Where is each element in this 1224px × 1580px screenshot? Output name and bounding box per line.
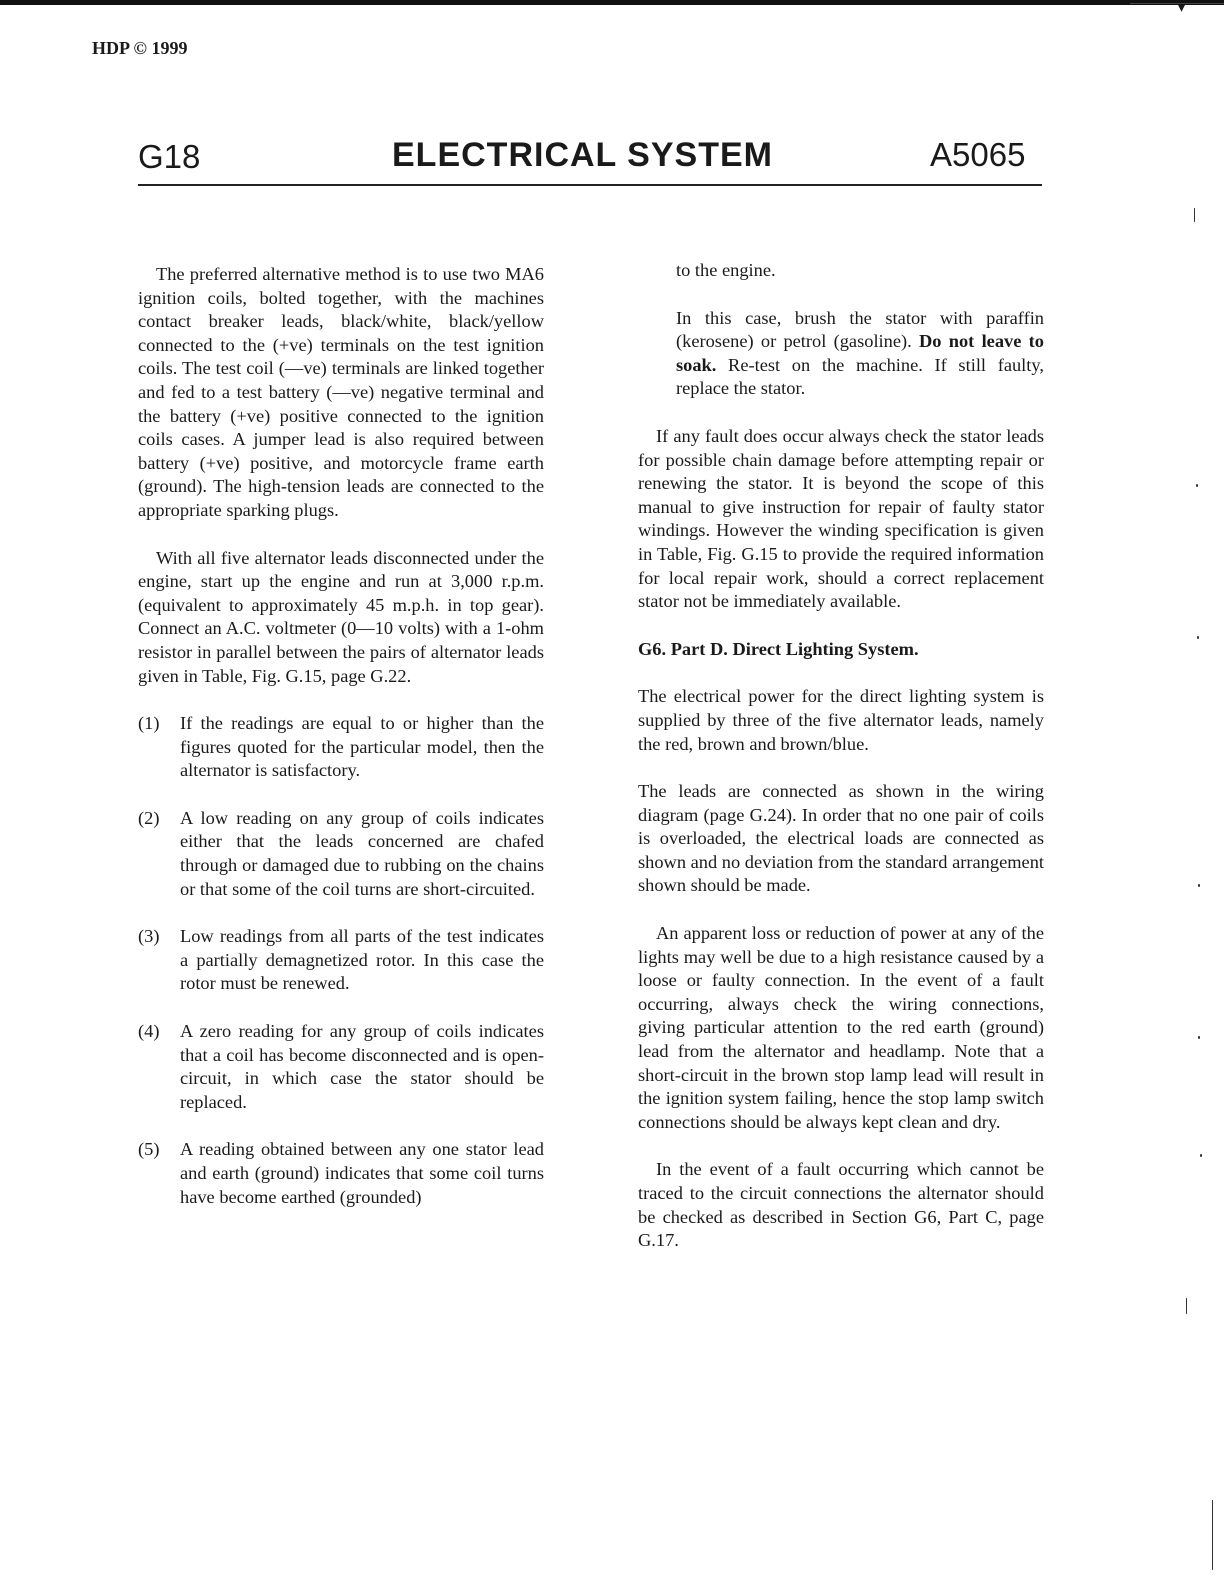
voltmeter-test-paragraph: With all five alternator leads disconnected under the engine, start up the engine and run at 3,000 r.p.m. (equivalent to approximately 45 m.p.h. in top gear). Connect an A.C. voltmeter (0—10 volts) with a 1-ohm resistor in parallel between the pairs of alternator leads given in Table, Fig. G.15, page G.22. [138, 547, 544, 686]
list-item-text: If the readings are equal to or higher than the figures quoted for the particular model, then the alternator is satisfactory. [180, 713, 544, 781]
stator-cleaning-text-b: Re-test on the machine. If still faulty, replace the stator. [676, 354, 1044, 399]
scan-speck [1198, 1036, 1200, 1039]
scan-speck [1212, 1500, 1213, 1570]
copyright-notice: HDP © 1999 [92, 38, 188, 58]
list-item [138, 925, 544, 996]
scan-speck [1194, 208, 1195, 222]
list-item [138, 712, 544, 783]
header-rule [138, 184, 1042, 186]
list-item [138, 1020, 544, 1114]
leads-paragraph: The leads are connected as shown in the wiring diagram (page G.24). In order that no one pair of coils is overloaded, the electrical loads are connected as shown and no deviation from the standard arrangement shown should be made. [638, 781, 1045, 896]
list-item-text: A zero reading for any group of coils indicates that a coil has become disconnected and is open-circuit, in which case the stator should be replaced. [180, 1021, 544, 1112]
list-item-number: (3) [138, 926, 160, 947]
list-item-text: A reading obtained between any one stator lead and earth (ground) indicates that some coil turns have become earthed (grounded) [180, 1139, 544, 1207]
part-number: A5065 [930, 136, 1026, 173]
section-intro-paragraph: The electrical power for the direct lighting system is supplied by three of the five alternator leads, namely the red, brown and brown/blue. [638, 686, 1044, 754]
scan-speck [1200, 1154, 1202, 1157]
scan-speck [1196, 484, 1198, 487]
list-item-text: A low reading on any group of coils indicates either that the leads concerned are chafed through or damaged due to rubbing on the chains or that some of the coil turns are short-circuited. [180, 807, 544, 899]
top-edge-rule [0, 0, 1224, 5]
list-item [138, 807, 544, 901]
power-loss-paragraph: An apparent loss or reduction of power at any of the lights may well be due to a high resistance caused by a loose or faulty connection. In the event of a fault occurring, always check the wiring connections, giving particular attention to the red earth (ground) lead from the alternator and headlamp. Note that a short-circuit in the brown stop lamp lead will result in the ignition system failing, hence the stop lamp switch connections should be always kept clean and dry. [638, 923, 1044, 1132]
scan-speck [1197, 636, 1199, 639]
right-column [638, 259, 1044, 1277]
list-item-number: (1) [138, 713, 160, 734]
list-item-number: (2) [138, 807, 160, 828]
section-heading: G6. Part D. Direct Lighting System. [638, 638, 919, 659]
page-code: G18 [138, 138, 201, 175]
stator-cleaning-paragraph [676, 307, 1044, 401]
page-title: ELECTRICAL SYSTEM [392, 136, 773, 174]
list-item-text: Low readings from all parts of the test indicates a partially demagnetized rotor. In this case the rotor must be renewed. [180, 926, 544, 994]
scan-speck [1198, 884, 1200, 887]
coil-test-paragraph: The preferred alternative method is to use two MA6 ignition coils, bolted together, with the machines contact breaker leads, black/white, black/yellow connected to the (+ve) terminals on the test ignition coils. The test coil (—ve) terminals are linked together and fed to a test battery (—ve) negative terminal and the battery (+ve) positive connected to the ignition coils cases. A jumper lead is also required between battery (+ve) positive, and motorcycle frame earth (ground). The high-tension leads are connected to the appropriate sparking plugs. [138, 264, 544, 520]
scan-speck [1186, 1298, 1187, 1314]
corner-arrow-icon: ▾ [1178, 0, 1186, 16]
list-item-number: (4) [138, 1021, 160, 1042]
left-column [138, 263, 544, 1233]
top-edge-rule-right [1130, 3, 1224, 4]
list-item [138, 1138, 544, 1209]
continuation-text: to the engine. [676, 260, 776, 280]
final-paragraph: In the event of a fault occurring which cannot be traced to the circuit connections the alternator should be checked as described in Section G6, Part C, page G.17. [638, 1159, 1044, 1251]
warning-text: Do not leave to soak. [676, 331, 1044, 375]
list-item-number: (5) [138, 1139, 160, 1160]
stator-cleaning-text-a: In this case, brush the stator with paraffin (kerosene) or petrol (gasoline). [676, 307, 1044, 352]
fault-paragraph: If any fault does occur always check the stator leads for possible chain damage before attempting repair or renewing the stator. It is beyond the scope of this manual to give instruction for repair of faulty stator windings. However the winding specification is given in Table, Fig. G.15 to provide the required information for local repair work, should a correct replacement stator not be immediately available. [638, 425, 1044, 612]
